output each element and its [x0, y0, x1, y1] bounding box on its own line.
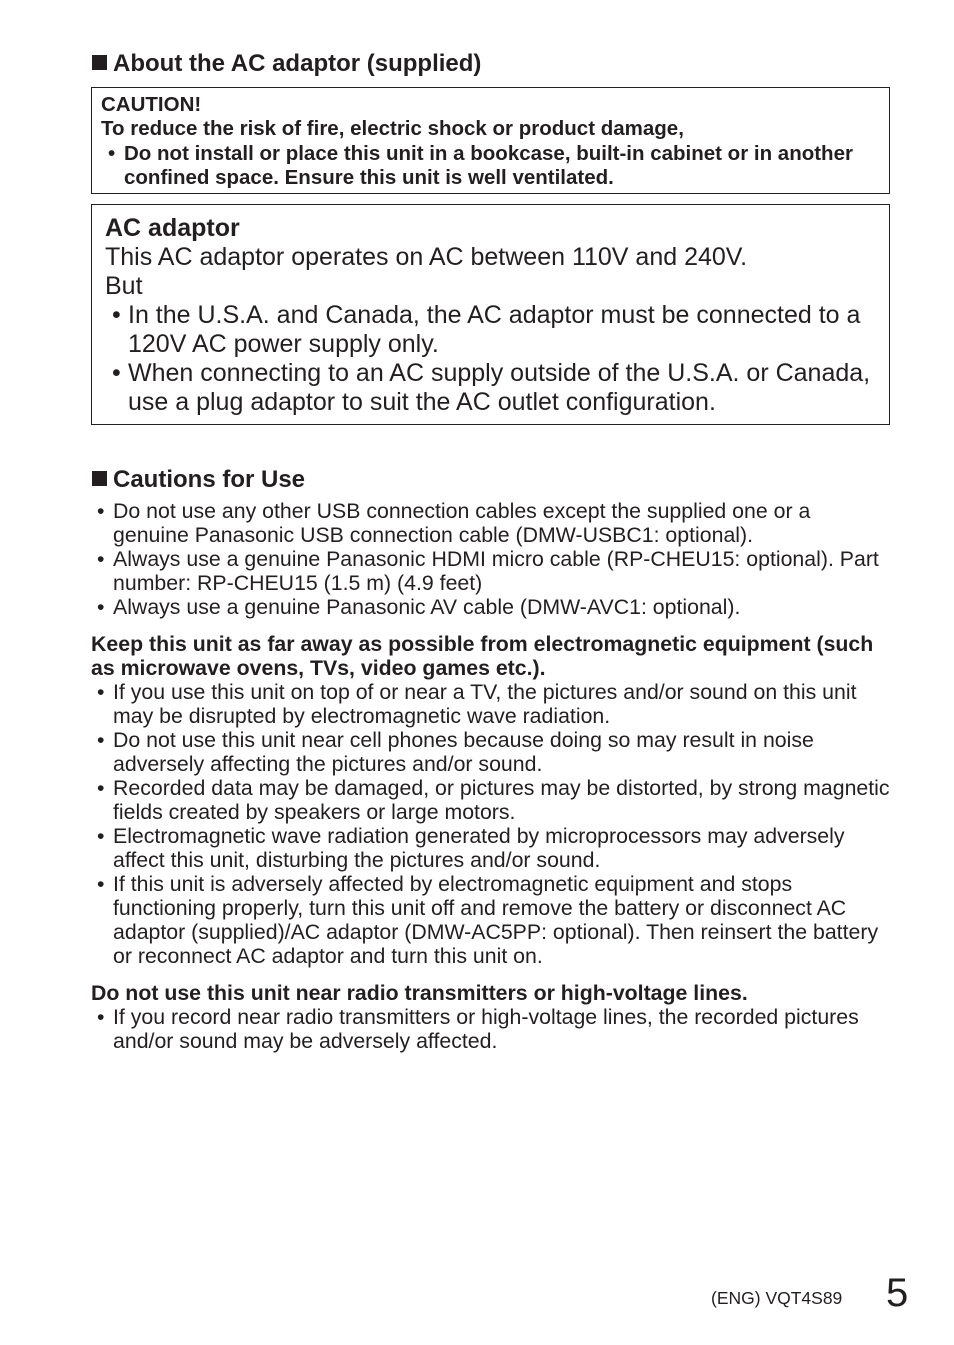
bullet-dot-icon: • [97, 728, 105, 752]
page-number: 5 [886, 1271, 909, 1315]
ac-adaptor-bullet [105, 359, 889, 417]
caution-heading: CAUTION! [101, 93, 202, 116]
bullet-dot-icon: • [112, 301, 121, 329]
square-bullet-icon [92, 55, 107, 70]
ac-adaptor-box [91, 204, 890, 425]
section-title-ac-adaptor [92, 50, 481, 78]
ac-adaptor-bullet-text: When connecting to an AC supply outside of the U.S.A. or Canada, use a plug adaptor to suit the AC outlet configuration. [128, 359, 871, 416]
caution-bullet-text: Do not install or place this unit in a bookcase, built-in cabinet or in another confined space. Ensure this unit is well ventilated. [124, 141, 853, 189]
section-title-cautions-for-use [92, 466, 305, 494]
electromagnetic-cautions [91, 632, 891, 968]
cable-cautions-list [91, 499, 891, 619]
bullet-dot-icon: • [97, 872, 105, 896]
list-item-text: Recorded data may be damaged, or pictures may be distorted, by strong magnetic fields created by speakers or large motors. [113, 776, 890, 824]
ac-adaptor-line1: This AC adaptor operates on AC between 110V and 240V. [105, 243, 748, 271]
electromagnetic-heading: Keep this unit as far away as possible from electromagnetic equipment (such as microwave ovens, TVs, video games etc.). [91, 632, 874, 680]
ac-adaptor-bullet-text: In the U.S.A. and Canada, the AC adaptor must be connected to a 120V AC power supply only. [128, 301, 861, 358]
bullet-dot-icon: • [97, 595, 105, 619]
list-item-text: Always use a genuine Panasonic HDMI micro cable (RP-CHEU15: optional). Part number: RP-CHEU15 (1.5 m) (4.9 feet) [113, 547, 879, 595]
list-item [91, 824, 891, 872]
ac-adaptor-line2: But [105, 272, 143, 300]
bullet-dot-icon: • [97, 547, 105, 571]
list-item [91, 776, 891, 824]
list-item-text: Electromagnetic wave radiation generated by microprocessors may adversely affect this unit, disturbing the pictures and/or sound. [113, 824, 845, 872]
square-bullet-icon [92, 471, 107, 486]
bullet-dot-icon: • [97, 1005, 105, 1029]
list-item [91, 547, 891, 595]
section-title-text: Cautions for Use [113, 466, 306, 493]
radio-cautions [91, 981, 891, 1053]
bullet-dot-icon: • [108, 141, 116, 165]
radio-heading: Do not use this unit near radio transmitters or high-voltage lines. [91, 981, 748, 1005]
list-item-text: If you use this unit on top of or near a TV, the pictures and/or sound on this unit may be disrupted by electromagnetic wave radiation. [113, 680, 857, 728]
ac-adaptor-heading: AC adaptor [105, 214, 240, 242]
list-item [91, 499, 891, 547]
list-item [91, 872, 891, 968]
list-item-text: Always use a genuine Panasonic AV cable (DMW-AVC1: optional). [113, 595, 741, 619]
bullet-dot-icon: • [112, 359, 121, 387]
list-item-text: Do not use any other USB connection cables except the supplied one or a genuine Panasonic USB connection cable (DMW-USBC1: optional). [113, 499, 811, 547]
list-item [91, 680, 891, 728]
document-code: (ENG) VQT4S89 [711, 1288, 843, 1308]
caution-bullet [101, 142, 889, 191]
bullet-dot-icon: • [97, 680, 105, 704]
list-item-text: If this unit is adversely affected by electromagnetic equipment and stops functioning properly, turn this unit off and remove the battery or disconnect AC adaptor (supplied)/AC adaptor (DMW-AC5PP: optional). Then reinsert the battery or reconnect AC adaptor and turn this unit on. [113, 872, 879, 968]
bullet-dot-icon: • [97, 776, 105, 800]
bullet-dot-icon: • [97, 824, 105, 848]
bullet-dot-icon: • [97, 499, 105, 523]
list-item [91, 1005, 891, 1053]
list-item [91, 595, 891, 619]
list-item-text: If you record near radio transmitters or high-voltage lines, the recorded pictures and/or sound may be adversely affected. [113, 1005, 859, 1053]
caution-intro: To reduce the risk of fire, electric shock or product damage, [101, 117, 684, 141]
ac-adaptor-bullet [105, 301, 889, 359]
caution-box [91, 87, 890, 194]
list-item [91, 728, 891, 776]
list-item-text: Do not use this unit near cell phones because doing so may result in noise adversely affecting the pictures and/or sound. [113, 728, 814, 776]
section-title-text: About the AC adaptor (supplied) [113, 50, 482, 77]
